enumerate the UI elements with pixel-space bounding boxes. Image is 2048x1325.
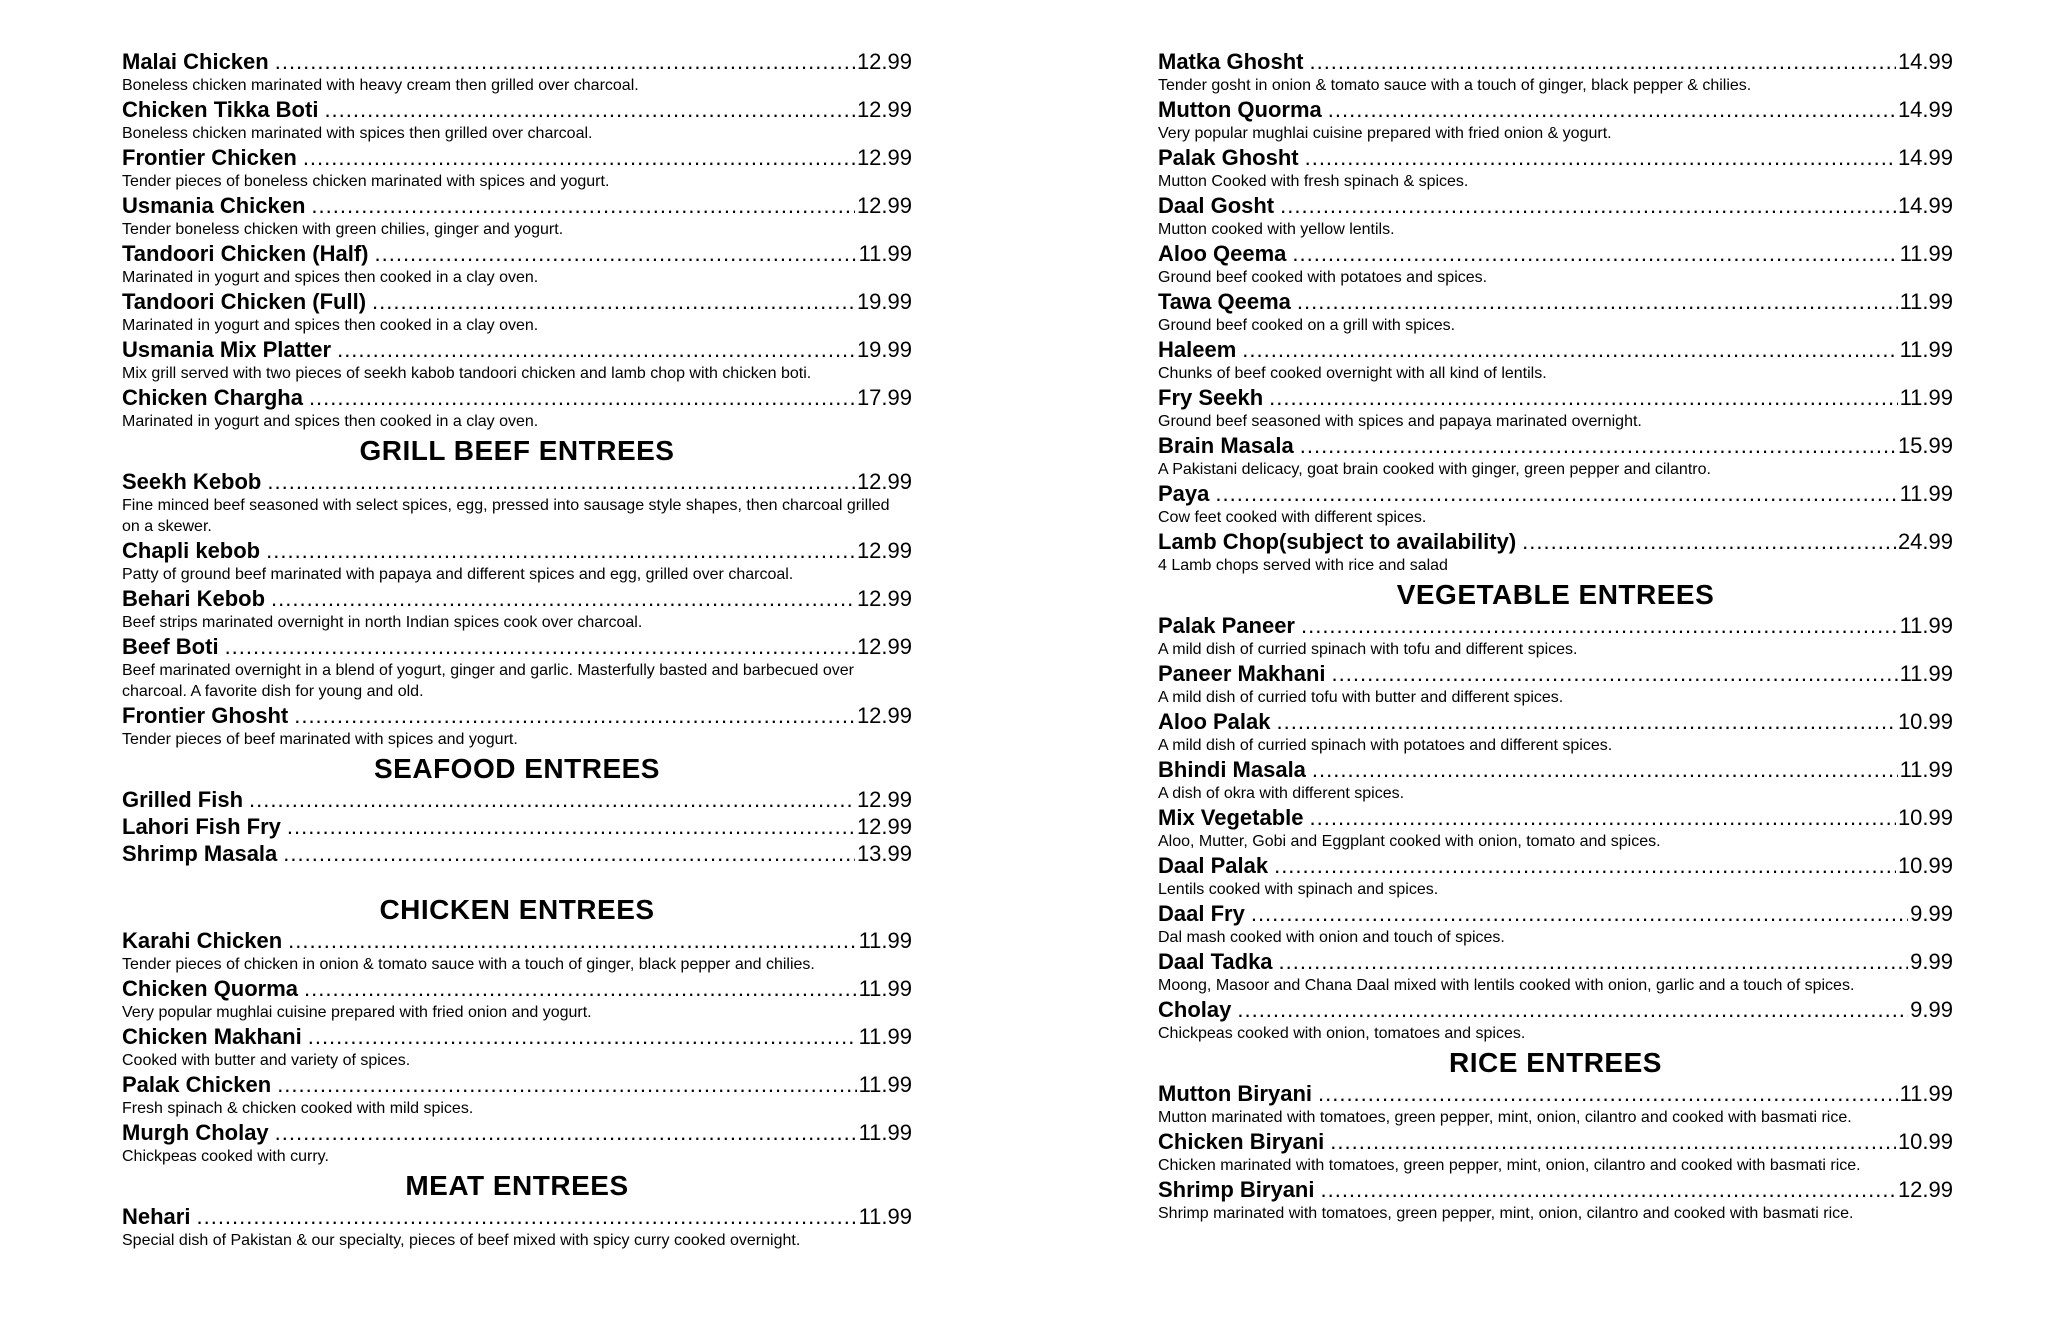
menu-item-description: A Pakistani delicacy, goat brain cooked with ginger, green pepper and cilantro.: [1158, 461, 1711, 478]
menu-item-line: [1158, 480, 1953, 507]
menu-item-price: 11.99: [858, 1072, 912, 1097]
menu-item-description: Chunks of beef cooked overnight with all kind of lentils.: [1158, 365, 1547, 382]
menu-item: [122, 1119, 912, 1167]
menu-item-price: 12.99: [856, 145, 912, 170]
menu-item-description: A dish of okra with different spices.: [1158, 785, 1405, 802]
menu-item-description: Chickpeas cooked with onion, tomatoes and spices.: [1158, 1025, 1526, 1042]
menu-item-line: [122, 192, 912, 219]
menu-item-price: 9.99: [1910, 949, 1953, 974]
menu-item-price: 14.99: [1897, 193, 1953, 218]
menu-item-price: 12.99: [856, 538, 912, 563]
menu-item-name: Tandoori Chicken (Full): [122, 289, 367, 314]
menu-item-description: A mild dish of curried spinach with potatoes and different spices.: [1158, 737, 1613, 754]
menu-item-description: Marinated in yogurt and spices then cooked in a clay oven.: [122, 269, 539, 286]
menu-item-description: Tender gosht in onion & tomato sauce with a touch of ginger, black pepper & chilies.: [1158, 77, 1752, 94]
menu-item-description: Aloo, Mutter, Gobi and Eggplant cooked with onion, tomato and spices.: [1158, 833, 1661, 850]
menu-item-line: [122, 1119, 912, 1146]
menu-item-name: Paya: [1158, 481, 1210, 506]
menu-item-name: Aloo Qeema: [1158, 241, 1287, 266]
menu-item-name: Karahi Chicken: [122, 928, 283, 953]
menu-item-price: 11.99: [858, 1204, 912, 1229]
section-heading-seafood-entrees: SEAFOOD ENTREES: [374, 753, 660, 784]
menu-item-name: Haleem: [1158, 337, 1237, 362]
menu-item-price: 11.99: [1899, 337, 1953, 362]
spacer: [122, 867, 912, 891]
menu-item-price: 12.99: [1897, 1177, 1953, 1202]
menu-item-price: 11.99: [858, 241, 912, 266]
dot-leader: [1320, 1176, 1895, 1203]
section-heading-meat-entrees: MEAT ENTREES: [405, 1170, 629, 1201]
menu-item: [1158, 336, 1953, 384]
menu-item: [1158, 192, 1953, 240]
dot-leader: [1215, 480, 1897, 507]
dot-leader: [1312, 756, 1898, 783]
menu-item-price: 11.99: [858, 928, 912, 953]
menu-item: [122, 537, 912, 585]
menu-item: [122, 633, 912, 702]
menu-item-description: A mild dish of curried tofu with butter and different spices.: [1158, 689, 1564, 706]
menu-item-price: 12.99: [856, 193, 912, 218]
menu-item-description: Fresh spinach & chicken cooked with mild spices.: [122, 1100, 474, 1117]
menu-item-name: Fry Seekh: [1158, 385, 1264, 410]
dot-leader: [1330, 1128, 1896, 1155]
menu-item-price: 11.99: [858, 1024, 912, 1049]
menu-item-line: [122, 1203, 912, 1230]
menu-item: [122, 144, 912, 192]
menu-item: [122, 288, 912, 336]
menu-item-line: [1158, 384, 1953, 411]
menu-item-price: 12.99: [856, 49, 912, 74]
menu-item-line: [1158, 612, 1953, 639]
menu-item-price: 10.99: [1897, 853, 1953, 878]
menu-item-price: 17.99: [856, 385, 912, 410]
menu-item-price: 11.99: [1899, 661, 1953, 686]
menu-item: [1158, 804, 1953, 852]
menu-item-description: Tender pieces of boneless chicken marinated with spices and yogurt.: [122, 173, 610, 190]
menu-item-name: Mutton Biryani: [1158, 1081, 1312, 1106]
menu-item-description: Ground beef cooked with potatoes and spices.: [1158, 269, 1488, 286]
dot-leader: [324, 96, 855, 123]
menu-item: [122, 786, 912, 813]
menu-item-description: Very popular mughlai cuisine prepared with fried onion and yogurt.: [122, 1004, 592, 1021]
menu-item-line: [1158, 948, 1953, 975]
menu-item-price: 14.99: [1897, 145, 1953, 170]
menu-item-name: Lahori Fish Fry: [122, 814, 281, 839]
menu-item: [122, 927, 912, 975]
menu-item-line: [1158, 996, 1953, 1023]
menu-item-name: Chicken Chargha: [122, 385, 303, 410]
menu-item-line: [122, 702, 912, 729]
dot-leader: [266, 537, 855, 564]
menu-item: [1158, 996, 1953, 1044]
menu-item-name: Seekh Kebob: [122, 469, 262, 494]
menu-item-description: Patty of ground beef marinated with papaya and different spices and egg, grilled over charcoal.: [122, 566, 794, 583]
menu-item-price: 19.99: [856, 337, 912, 362]
menu-item-description: Tender pieces of beef marinated with spices and yogurt.: [122, 731, 518, 748]
dot-leader: [1318, 1080, 1898, 1107]
menu-item: [1158, 144, 1953, 192]
menu-item: [1158, 948, 1953, 996]
dot-leader: [271, 585, 855, 612]
dot-leader: [375, 240, 857, 267]
dot-leader: [337, 336, 855, 363]
menu-item-price: 11.99: [858, 1120, 912, 1145]
dot-leader: [1332, 660, 1898, 687]
menu-item-line: [1158, 192, 1953, 219]
menu-item-line: [1158, 144, 1953, 171]
menu-item: [122, 336, 912, 384]
menu-item: [122, 1023, 912, 1071]
menu-item-line: [122, 1071, 912, 1098]
menu-item-name: Cholay: [1158, 997, 1232, 1022]
menu-item: [1158, 660, 1953, 708]
menu-item-name: Behari Kebob: [122, 586, 266, 611]
menu-item: [122, 702, 912, 750]
dot-leader: [267, 468, 855, 495]
menu-item: [1158, 1176, 1953, 1224]
menu-item-description: Beef marinated overnight in a blend of yogurt, ginger and garlic. Masterfully basted and barbecued over charcoal. A favorite dish for young and old.: [122, 662, 854, 700]
menu-item-line: [1158, 96, 1953, 123]
dot-leader: [1305, 144, 1896, 171]
menu-item-name: Shrimp Masala: [122, 841, 278, 866]
menu-item-name: Paneer Makhani: [1158, 661, 1326, 686]
dot-leader: [1280, 192, 1896, 219]
section-heading-grill-beef-entrees: GRILL BEEF ENTREES: [359, 435, 675, 466]
menu-item-description: Cooked with butter and variety of spices.: [122, 1052, 411, 1069]
dot-leader: [1309, 48, 1895, 75]
menu-item-name: Chicken Biryani: [1158, 1129, 1325, 1154]
dot-leader: [277, 1071, 856, 1098]
menu-item-name: Palak Paneer: [1158, 613, 1295, 638]
dot-leader: [1292, 240, 1897, 267]
menu-item-price: 12.99: [856, 97, 912, 122]
menu-item-description: Dal mash cooked with onion and touch of spices.: [1158, 929, 1505, 946]
menu-item-name: Tandoori Chicken (Half): [122, 241, 369, 266]
menu-item-line: [122, 927, 912, 954]
menu-item-line: [122, 813, 912, 840]
menu-item-line: [1158, 1176, 1953, 1203]
dot-leader: [309, 384, 855, 411]
menu-item-price: 9.99: [1910, 997, 1953, 1022]
menu-item-name: Aloo Palak: [1158, 709, 1271, 734]
menu-item-line: [122, 537, 912, 564]
menu-item-price: 10.99: [1897, 805, 1953, 830]
menu-item-price: 9.99: [1910, 901, 1953, 926]
menu-item-line: [1158, 708, 1953, 735]
menu-item-name: Chicken Quorma: [122, 976, 299, 1001]
menu-item-line: [1158, 336, 1953, 363]
menu-item-price: 12.99: [856, 703, 912, 728]
menu-item-price: 11.99: [1899, 481, 1953, 506]
dot-leader: [275, 48, 855, 75]
menu-item: [122, 840, 912, 867]
menu-item-line: [1158, 1080, 1953, 1107]
menu-item: [122, 1071, 912, 1119]
menu-item-description: Mix grill served with two pieces of seekh kabob tandoori chicken and lamb chop with chicken boti.: [122, 365, 812, 382]
menu-item-name: Chicken Tikka Boti: [122, 97, 319, 122]
menu-item-line: [122, 96, 912, 123]
menu-item-description: Fine minced beef seasoned with select spices, egg, pressed into sausage style shapes, then charcoal grilled on a skewer.: [122, 497, 890, 535]
menu-item-description: Boneless chicken marinated with spices then grilled over charcoal.: [122, 125, 593, 142]
menu-item-name: Lamb Chop(subject to availability): [1158, 529, 1517, 554]
menu-item: [1158, 1080, 1953, 1128]
menu-item-description: Boneless chicken marinated with heavy cream then grilled over charcoal.: [122, 77, 639, 94]
menu-item-name: Usmania Chicken: [122, 193, 306, 218]
menu-item-line: [1158, 48, 1953, 75]
menu-item: [1158, 612, 1953, 660]
menu-item-price: 12.99: [856, 787, 912, 812]
menu-item-line: [1158, 804, 1953, 831]
menu-item-name: Usmania Mix Platter: [122, 337, 332, 362]
section-heading-chicken-entrees: CHICKEN ENTREES: [379, 894, 655, 925]
menu-item-line: [1158, 432, 1953, 459]
dot-leader: [311, 192, 855, 219]
dot-leader: [287, 813, 855, 840]
menu-item-description: Mutton marinated with tomatoes, green pepper, mint, onion, cilantro and cooked with basmati rice.: [1158, 1109, 1852, 1126]
menu-item-price: 13.99: [856, 841, 912, 866]
menu-item: [122, 384, 912, 432]
menu-item-name: Frontier Chicken: [122, 145, 297, 170]
menu-item-line: [122, 633, 912, 660]
menu-column-right: [1158, 48, 1953, 1224]
dot-leader: [288, 927, 856, 954]
dot-leader: [1279, 948, 1909, 975]
dot-leader: [249, 786, 855, 813]
menu-item-description: Ground beef cooked on a grill with spices.: [1158, 317, 1456, 334]
menu-item-description: Marinated in yogurt and spices then cooked in a clay oven.: [122, 317, 539, 334]
menu-item: [1158, 756, 1953, 804]
menu-item-price: 11.99: [1899, 385, 1953, 410]
menu-item-description: Chicken marinated with tomatoes, green pepper, mint, onion, cilantro and cooked with basmati rice.: [1158, 1157, 1861, 1174]
menu-item-description: Chickpeas cooked with curry.: [122, 1148, 329, 1165]
menu-item-name: Malai Chicken: [122, 49, 269, 74]
menu-item-price: 10.99: [1897, 709, 1953, 734]
menu-item-line: [1158, 756, 1953, 783]
menu-item-price: 19.99: [856, 289, 912, 314]
menu-item-price: 14.99: [1897, 49, 1953, 74]
menu-item-description: Marinated in yogurt and spices then cooked in a clay oven.: [122, 413, 539, 430]
menu-item-name: Chapli kebob: [122, 538, 261, 563]
menu-item-line: [122, 975, 912, 1002]
menu-item: [1158, 288, 1953, 336]
menu-item-price: 11.99: [1899, 241, 1953, 266]
menu-item-line: [122, 786, 912, 813]
dot-leader: [1310, 804, 1896, 831]
menu-item: [1158, 528, 1953, 576]
menu-item-price: 14.99: [1897, 97, 1953, 122]
menu-item-line: [122, 1023, 912, 1050]
menu-item-name: Grilled Fish: [122, 787, 244, 812]
menu-item-price: 12.99: [856, 634, 912, 659]
menu-item-name: Mix Vegetable: [1158, 805, 1304, 830]
menu-item-line: [122, 468, 912, 495]
menu-item-name: Daal Gosht: [1158, 193, 1275, 218]
menu-item-line: [122, 840, 912, 867]
dot-leader: [1301, 612, 1898, 639]
menu-item: [122, 240, 912, 288]
menu-item-line: [122, 585, 912, 612]
menu-item-description: Cow feet cooked with different spices.: [1158, 509, 1427, 526]
menu-item-line: [1158, 660, 1953, 687]
section-heading-rice-entrees: RICE ENTREES: [1449, 1047, 1662, 1078]
menu-item: [1158, 240, 1953, 288]
menu-item-line: [1158, 528, 1953, 555]
menu-item-name: Murgh Cholay: [122, 1120, 269, 1145]
dot-leader: [1276, 708, 1895, 735]
menu-item: [1158, 48, 1953, 96]
dot-leader: [308, 1023, 857, 1050]
menu-item-name: Matka Ghosht: [1158, 49, 1304, 74]
menu-item: [122, 48, 912, 96]
menu-item-price: 11.99: [1899, 613, 1953, 638]
menu-item: [1158, 432, 1953, 480]
menu-column-left: [122, 48, 912, 1251]
menu-item-name: Shrimp Biryani: [1158, 1177, 1315, 1202]
menu-item: [1158, 852, 1953, 900]
menu-item-name: Chicken Makhani: [122, 1024, 302, 1049]
menu-item-description: Beef strips marinated overnight in north Indian spices cook over charcoal.: [122, 614, 643, 631]
menu-item-name: Brain Masala: [1158, 433, 1294, 458]
dot-leader: [1251, 900, 1908, 927]
menu-item-description: Shrimp marinated with tomatoes, green pepper, mint, onion, cilantro and cooked with basmati rice.: [1158, 1205, 1854, 1222]
menu-item-price: 11.99: [1899, 757, 1953, 782]
menu-item-description: 4 Lamb chops served with rice and salad: [1158, 557, 1448, 574]
menu-item: [122, 813, 912, 840]
menu-item-description: Special dish of Pakistan & our specialty, pieces of beef mixed with spicy curry cooked overnight.: [122, 1232, 801, 1249]
dot-leader: [196, 1203, 856, 1230]
dot-leader: [1274, 852, 1896, 879]
dot-leader: [225, 633, 855, 660]
dot-leader: [303, 144, 855, 171]
menu-item-line: [122, 240, 912, 267]
menu-item-line: [122, 288, 912, 315]
menu-item: [1158, 708, 1953, 756]
menu-item: [122, 468, 912, 537]
menu-item-name: Daal Tadka: [1158, 949, 1273, 974]
menu-item-line: [1158, 1128, 1953, 1155]
menu-item-price: 10.99: [1897, 1129, 1953, 1154]
section-heading-vegetable-entrees: VEGETABLE ENTREES: [1396, 579, 1715, 610]
menu-item-line: [122, 384, 912, 411]
menu-item-description: Tender pieces of chicken in onion & tomato sauce with a touch of ginger, black pepper and chilies.: [122, 956, 815, 973]
menu-item-name: Beef Boti: [122, 634, 219, 659]
menu-item-description: Ground beef seasoned with spices and papaya marinated overnight.: [1158, 413, 1642, 430]
menu-item-name: Daal Fry: [1158, 901, 1245, 926]
menu-item-description: A mild dish of curried spinach with tofu and different spices.: [1158, 641, 1578, 658]
menu-item-price: 15.99: [1897, 433, 1953, 458]
dot-leader: [294, 702, 855, 729]
menu-item: [122, 975, 912, 1023]
menu-item-name: Frontier Ghosht: [122, 703, 289, 728]
dot-leader: [1237, 996, 1908, 1023]
dot-leader: [283, 840, 855, 867]
dot-leader: [275, 1119, 857, 1146]
menu-item-line: [1158, 240, 1953, 267]
menu-item-price: 24.99: [1897, 529, 1953, 554]
menu-item-price: 11.99: [1899, 1081, 1953, 1106]
menu-item-description: Very popular mughlai cuisine prepared with fried onion & yogurt.: [1158, 125, 1612, 142]
menu-item-description: Tender boneless chicken with green chilies, ginger and yogurt.: [122, 221, 564, 238]
menu-item-name: Palak Chicken: [122, 1072, 272, 1097]
dot-leader: [1522, 528, 1896, 555]
menu-item-name: Daal Palak: [1158, 853, 1269, 878]
menu-item-name: Nehari: [122, 1204, 191, 1229]
menu-item: [1158, 1128, 1953, 1176]
menu-item-line: [1158, 900, 1953, 927]
menu-item: [1158, 480, 1953, 528]
menu-item: [1158, 900, 1953, 948]
menu-item: [122, 1203, 912, 1251]
dot-leader: [1300, 432, 1896, 459]
menu-item: [122, 96, 912, 144]
dot-leader: [1269, 384, 1897, 411]
menu-item-line: [122, 48, 912, 75]
dot-leader: [1242, 336, 1897, 363]
menu-item-price: 11.99: [1899, 289, 1953, 314]
menu-item: [1158, 384, 1953, 432]
menu-item-name: Tawa Qeema: [1158, 289, 1291, 314]
menu-item-line: [1158, 288, 1953, 315]
menu-item: [1158, 96, 1953, 144]
menu-item-price: 12.99: [856, 814, 912, 839]
menu-item-price: 12.99: [856, 586, 912, 611]
menu-item-name: Bhindi Masala: [1158, 757, 1306, 782]
menu-item-name: Palak Ghosht: [1158, 145, 1299, 170]
menu-item-price: 11.99: [858, 976, 912, 1001]
menu-item-price: 12.99: [856, 469, 912, 494]
menu-item: [122, 192, 912, 240]
menu-item-name: Mutton Quorma: [1158, 97, 1322, 122]
menu-item-description: Lentils cooked with spinach and spices.: [1158, 881, 1439, 898]
menu-item-line: [1158, 852, 1953, 879]
menu-item-line: [122, 336, 912, 363]
menu-item-description: Mutton Cooked with fresh spinach & spices.: [1158, 173, 1469, 190]
dot-leader: [1328, 96, 1896, 123]
menu-item-line: [122, 144, 912, 171]
dot-leader: [304, 975, 857, 1002]
dot-leader: [372, 288, 855, 315]
menu-item-description: Moong, Masoor and Chana Daal mixed with lentils cooked with onion, garlic and a touch of spices.: [1158, 977, 1855, 994]
menu-item: [122, 585, 912, 633]
dot-leader: [1297, 288, 1898, 315]
menu-item-description: Mutton cooked with yellow lentils.: [1158, 221, 1395, 238]
